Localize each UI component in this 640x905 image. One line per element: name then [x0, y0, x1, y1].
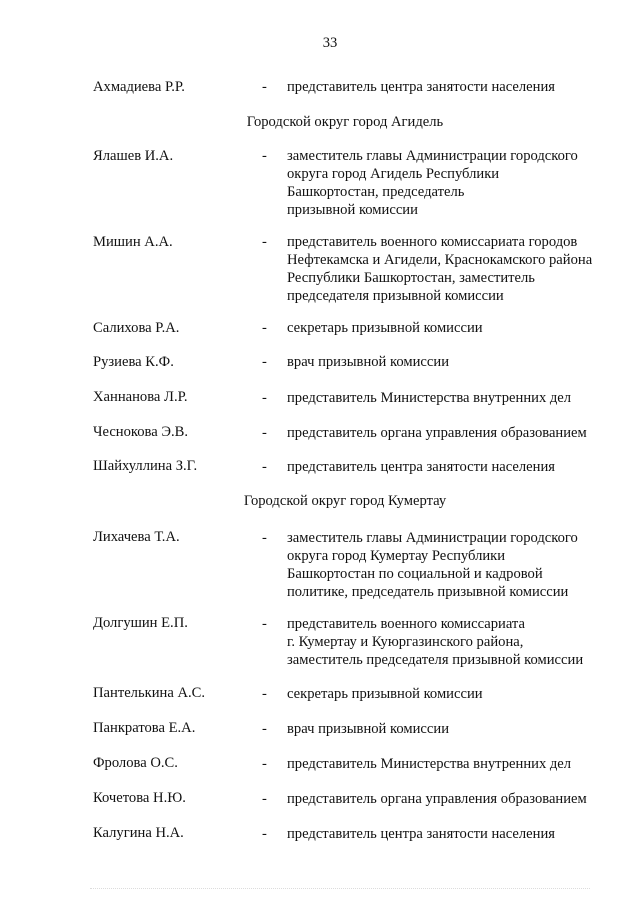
role-line: представитель центра занятости населения [287, 826, 555, 842]
role-line: г. Кумертау и Куюргазинского района, [287, 634, 524, 650]
role-line: политике, председатель призывной комиссии [287, 584, 569, 600]
section-heading: Городской округ город Агидель [246, 114, 444, 130]
page-number: 33 [322, 35, 338, 51]
role-line: округа город Кумертау Республики [287, 548, 506, 564]
name: Пантелькина А.С. [93, 685, 206, 701]
dash: - [262, 791, 267, 807]
role-line: представитель органа управления образованием [287, 791, 587, 807]
role [287, 319, 632, 337]
dash: - [262, 79, 267, 95]
name: Панкратова Е.А. [93, 720, 196, 736]
scan-specks [90, 888, 590, 893]
role-line: врач призывной комиссии [287, 354, 449, 370]
dash: - [262, 686, 267, 702]
dash: - [262, 390, 267, 406]
dash: - [262, 756, 267, 772]
dash: - [262, 721, 267, 737]
name: Ханнанова Л.Р. [93, 389, 188, 405]
name: Ялашев И.А. [93, 148, 174, 164]
name: Салихова Р.А. [93, 320, 180, 336]
role [287, 615, 632, 669]
role-line: представитель центра занятости населения [287, 459, 555, 475]
role [287, 825, 632, 843]
role-line: округа город Агидель Республики [287, 166, 500, 182]
role [287, 755, 632, 773]
dash: - [262, 234, 267, 250]
name: Ахмадиева Р.Р. [93, 79, 185, 95]
name: Шайхуллина З.Г. [93, 458, 198, 474]
dash: - [262, 459, 267, 475]
dash: - [262, 425, 267, 441]
role [287, 233, 632, 305]
dash: - [262, 354, 267, 370]
role-line: председателя призывной комиссии [287, 288, 504, 304]
name: Мишин А.А. [93, 234, 173, 250]
role [287, 353, 632, 371]
name: Долгушин Е.П. [93, 615, 188, 631]
role-line: заместитель председателя призывной комиссии [287, 652, 584, 668]
dash: - [262, 826, 267, 842]
role [287, 529, 632, 601]
role-line: призывной комиссии [287, 202, 418, 218]
role-line: секретарь призывной комиссии [287, 320, 483, 336]
role-line: Нефтекамска и Агидели, Краснокамского района [287, 252, 593, 268]
dash: - [262, 616, 267, 632]
role [287, 720, 632, 738]
role-line: представитель Министерства внутренних дел [287, 756, 572, 772]
dash: - [262, 530, 267, 546]
role-line: секретарь призывной комиссии [287, 686, 483, 702]
role-line: представитель Министерства внутренних дел [287, 390, 572, 406]
role-line: представитель центра занятости населения [287, 79, 555, 95]
role-line: представитель военного комиссариата [287, 616, 525, 632]
role-line: Башкортостан, председатель [287, 184, 465, 200]
dash: - [262, 320, 267, 336]
role [287, 389, 632, 407]
name: Лихачева Т.А. [93, 529, 180, 545]
name: Чеснокова Э.В. [93, 424, 189, 440]
role [287, 790, 632, 808]
role-line: врач призывной комиссии [287, 721, 449, 737]
role-line: Республики Башкортостан, заместитель [287, 270, 535, 286]
role [287, 147, 632, 219]
role-line: Башкортостан по социальной и кадровой [287, 566, 543, 582]
role [287, 685, 632, 703]
role [287, 424, 632, 442]
dash: - [262, 148, 267, 164]
role-line: заместитель главы Администрации городского [287, 148, 578, 164]
name: Калугина Н.А. [93, 825, 184, 841]
name: Кочетова Н.Ю. [93, 790, 186, 806]
role-line: представитель военного комиссариата городов [287, 234, 578, 250]
role-line: заместитель главы Администрации городского [287, 530, 578, 546]
section-heading: Городской округ город Кумертау [243, 493, 447, 509]
role [287, 458, 632, 476]
role [287, 78, 632, 96]
name: Фролова О.С. [93, 755, 178, 771]
name: Рузиева К.Ф. [93, 354, 174, 370]
role-line: представитель органа управления образованием [287, 425, 587, 441]
